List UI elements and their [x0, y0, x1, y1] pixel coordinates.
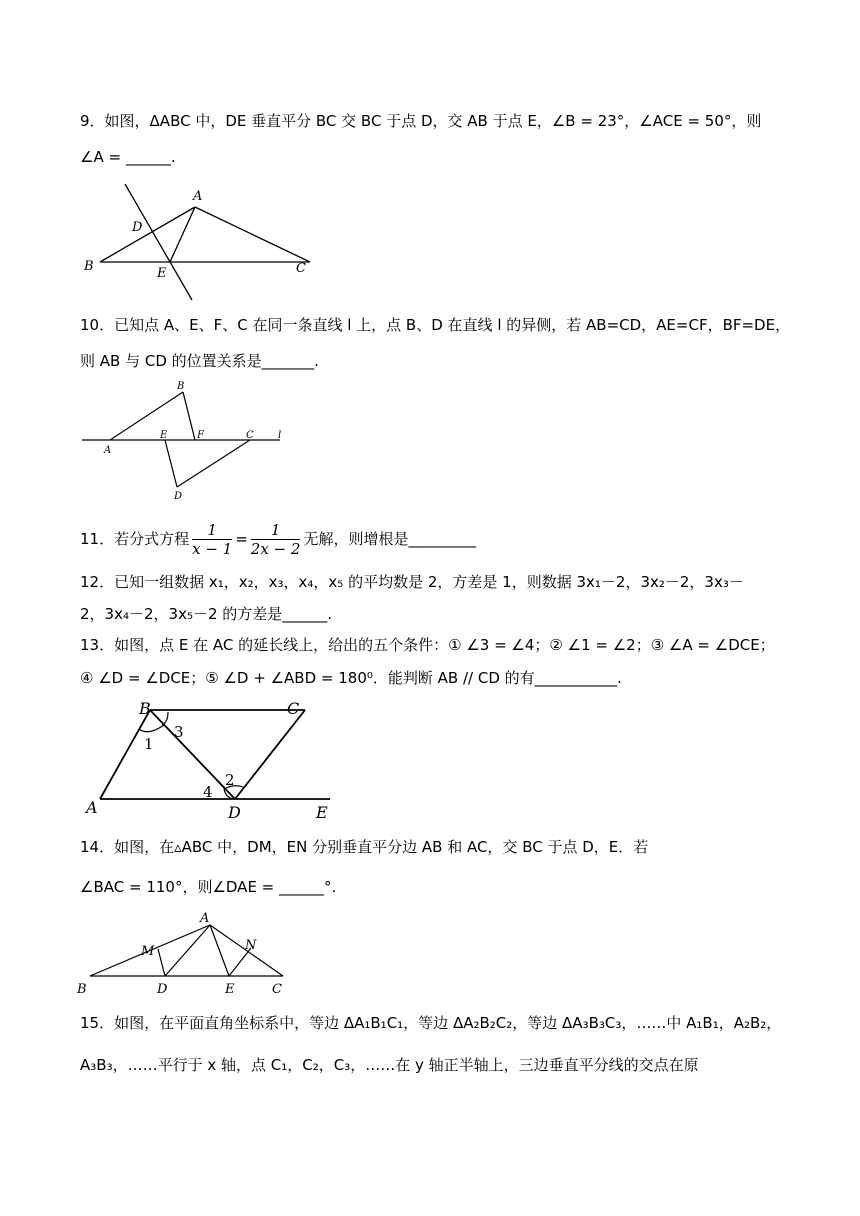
q11-fraction-1: [192, 521, 232, 558]
q14-label-m: M: [141, 944, 155, 959]
q11-suffix: 无解，则增根是_________: [303, 530, 476, 548]
q9-label-b: B: [84, 259, 94, 274]
q14-text-line2: ∠BAC = 110°，则∠DAE = ______°.: [80, 878, 337, 896]
q9-label-d: D: [132, 220, 143, 235]
q15-text-line1: 15．如图，在平面直角坐标系中，等边 ΔA₁B₁C₁，等边 ΔA₂B₂C₂，等边 ΔA₃B₃C₃，……中 A₁B₁，A₂B₂，: [80, 1014, 782, 1032]
q9-label-c: C: [296, 261, 306, 276]
q10-label-a: A: [104, 445, 112, 456]
q11-frac1-den: x − 1: [192, 540, 233, 558]
q13-label-c: C: [287, 699, 300, 718]
q13-angle-2: 2: [225, 771, 235, 789]
q11-text: [80, 517, 476, 561]
q10-text-line2: 则 AB 与 CD 的位置关系是_______.: [80, 352, 319, 370]
q14-label-d: D: [157, 982, 168, 997]
q9-text-line1: 9．如图，ΔABC 中，DE 垂直平分 BC 交 BC 于点 D，交 AB 于点 E，∠B = 23°，∠ACE = 50°，则: [80, 112, 762, 130]
q9-label-a: A: [193, 189, 203, 204]
q11-prefix: 11．若分式方程: [80, 530, 190, 548]
q13-label-d: D: [228, 803, 241, 822]
q10-label-e: E: [160, 430, 168, 441]
q9-text-line2: ∠A = ______.: [80, 148, 176, 166]
q10-label-d: D: [174, 491, 183, 502]
q13-text-line1: 13．如图，点 E 在 AC 的延长线上，给出的五个条件：① ∠3 = ∠4；② ∠1 = ∠2；③ ∠A = ∠DCE；: [80, 636, 775, 654]
q14-label-n: N: [245, 938, 257, 953]
q9-figure: [80, 180, 320, 305]
q14-figure: [75, 905, 295, 995]
q13-angle-3: 3: [174, 723, 184, 741]
q11-frac2-den: 2x − 2: [250, 540, 301, 558]
q12-text-line1: 12．已知一组数据 x₁，x₂，x₃，x₄，x₅ 的平均数是 2，方差是 1，则数据 3x₁－2，3x₂－2，3x₃－: [80, 573, 744, 591]
q13-label-b: B: [139, 699, 151, 718]
q13-text-line2: ④ ∠D = ∠DCE；⑤ ∠D + ∠ABD = 180⁰．能判断 AB // CD 的有___________.: [80, 669, 622, 687]
q10-text-line1: 10．已知点 A、E、F、C 在同一条直线 l 上，点 B、D 在直线 l 的异侧，若 AB=CD，AE=CF，BF=DE，: [80, 316, 791, 334]
q10-label-b: B: [177, 381, 185, 392]
q9-label-e: E: [157, 266, 167, 281]
q13-label-e: E: [316, 803, 328, 822]
q13-angle-1: 1: [144, 735, 154, 753]
q10-label-f: F: [197, 430, 204, 441]
q14-label-e: E: [225, 982, 235, 997]
q14-text-line1: 14．如图，在▵ABC 中，DM，EN 分别垂直平分边 AB 和 AC，交 BC 于点 D，E．若: [80, 838, 649, 856]
q11-frac1-num: 1: [192, 521, 232, 540]
q13-figure: [80, 700, 340, 825]
q11-equals: =: [235, 530, 248, 548]
q15-text-line2: A₃B₃，……平行于 x 轴，点 C₁，C₂，C₃，……在 y 轴正半轴上，三边垂直平分线的交点在原: [80, 1056, 699, 1074]
q11-frac2-num: 1: [251, 521, 301, 540]
q14-label-a: A: [200, 911, 210, 926]
q10-label-c: C: [246, 430, 254, 441]
q10-figure: [80, 375, 300, 505]
q10-label-l: l: [278, 430, 282, 441]
q12-text-line2: 2，3x₄－2，3x₅－2 的方差是______.: [80, 605, 333, 623]
q13-label-a: A: [86, 798, 98, 817]
q14-label-b: B: [77, 982, 87, 997]
q11-fraction-2: [251, 521, 301, 558]
q14-label-c: C: [272, 982, 282, 997]
q13-angle-4: 4: [203, 783, 213, 801]
